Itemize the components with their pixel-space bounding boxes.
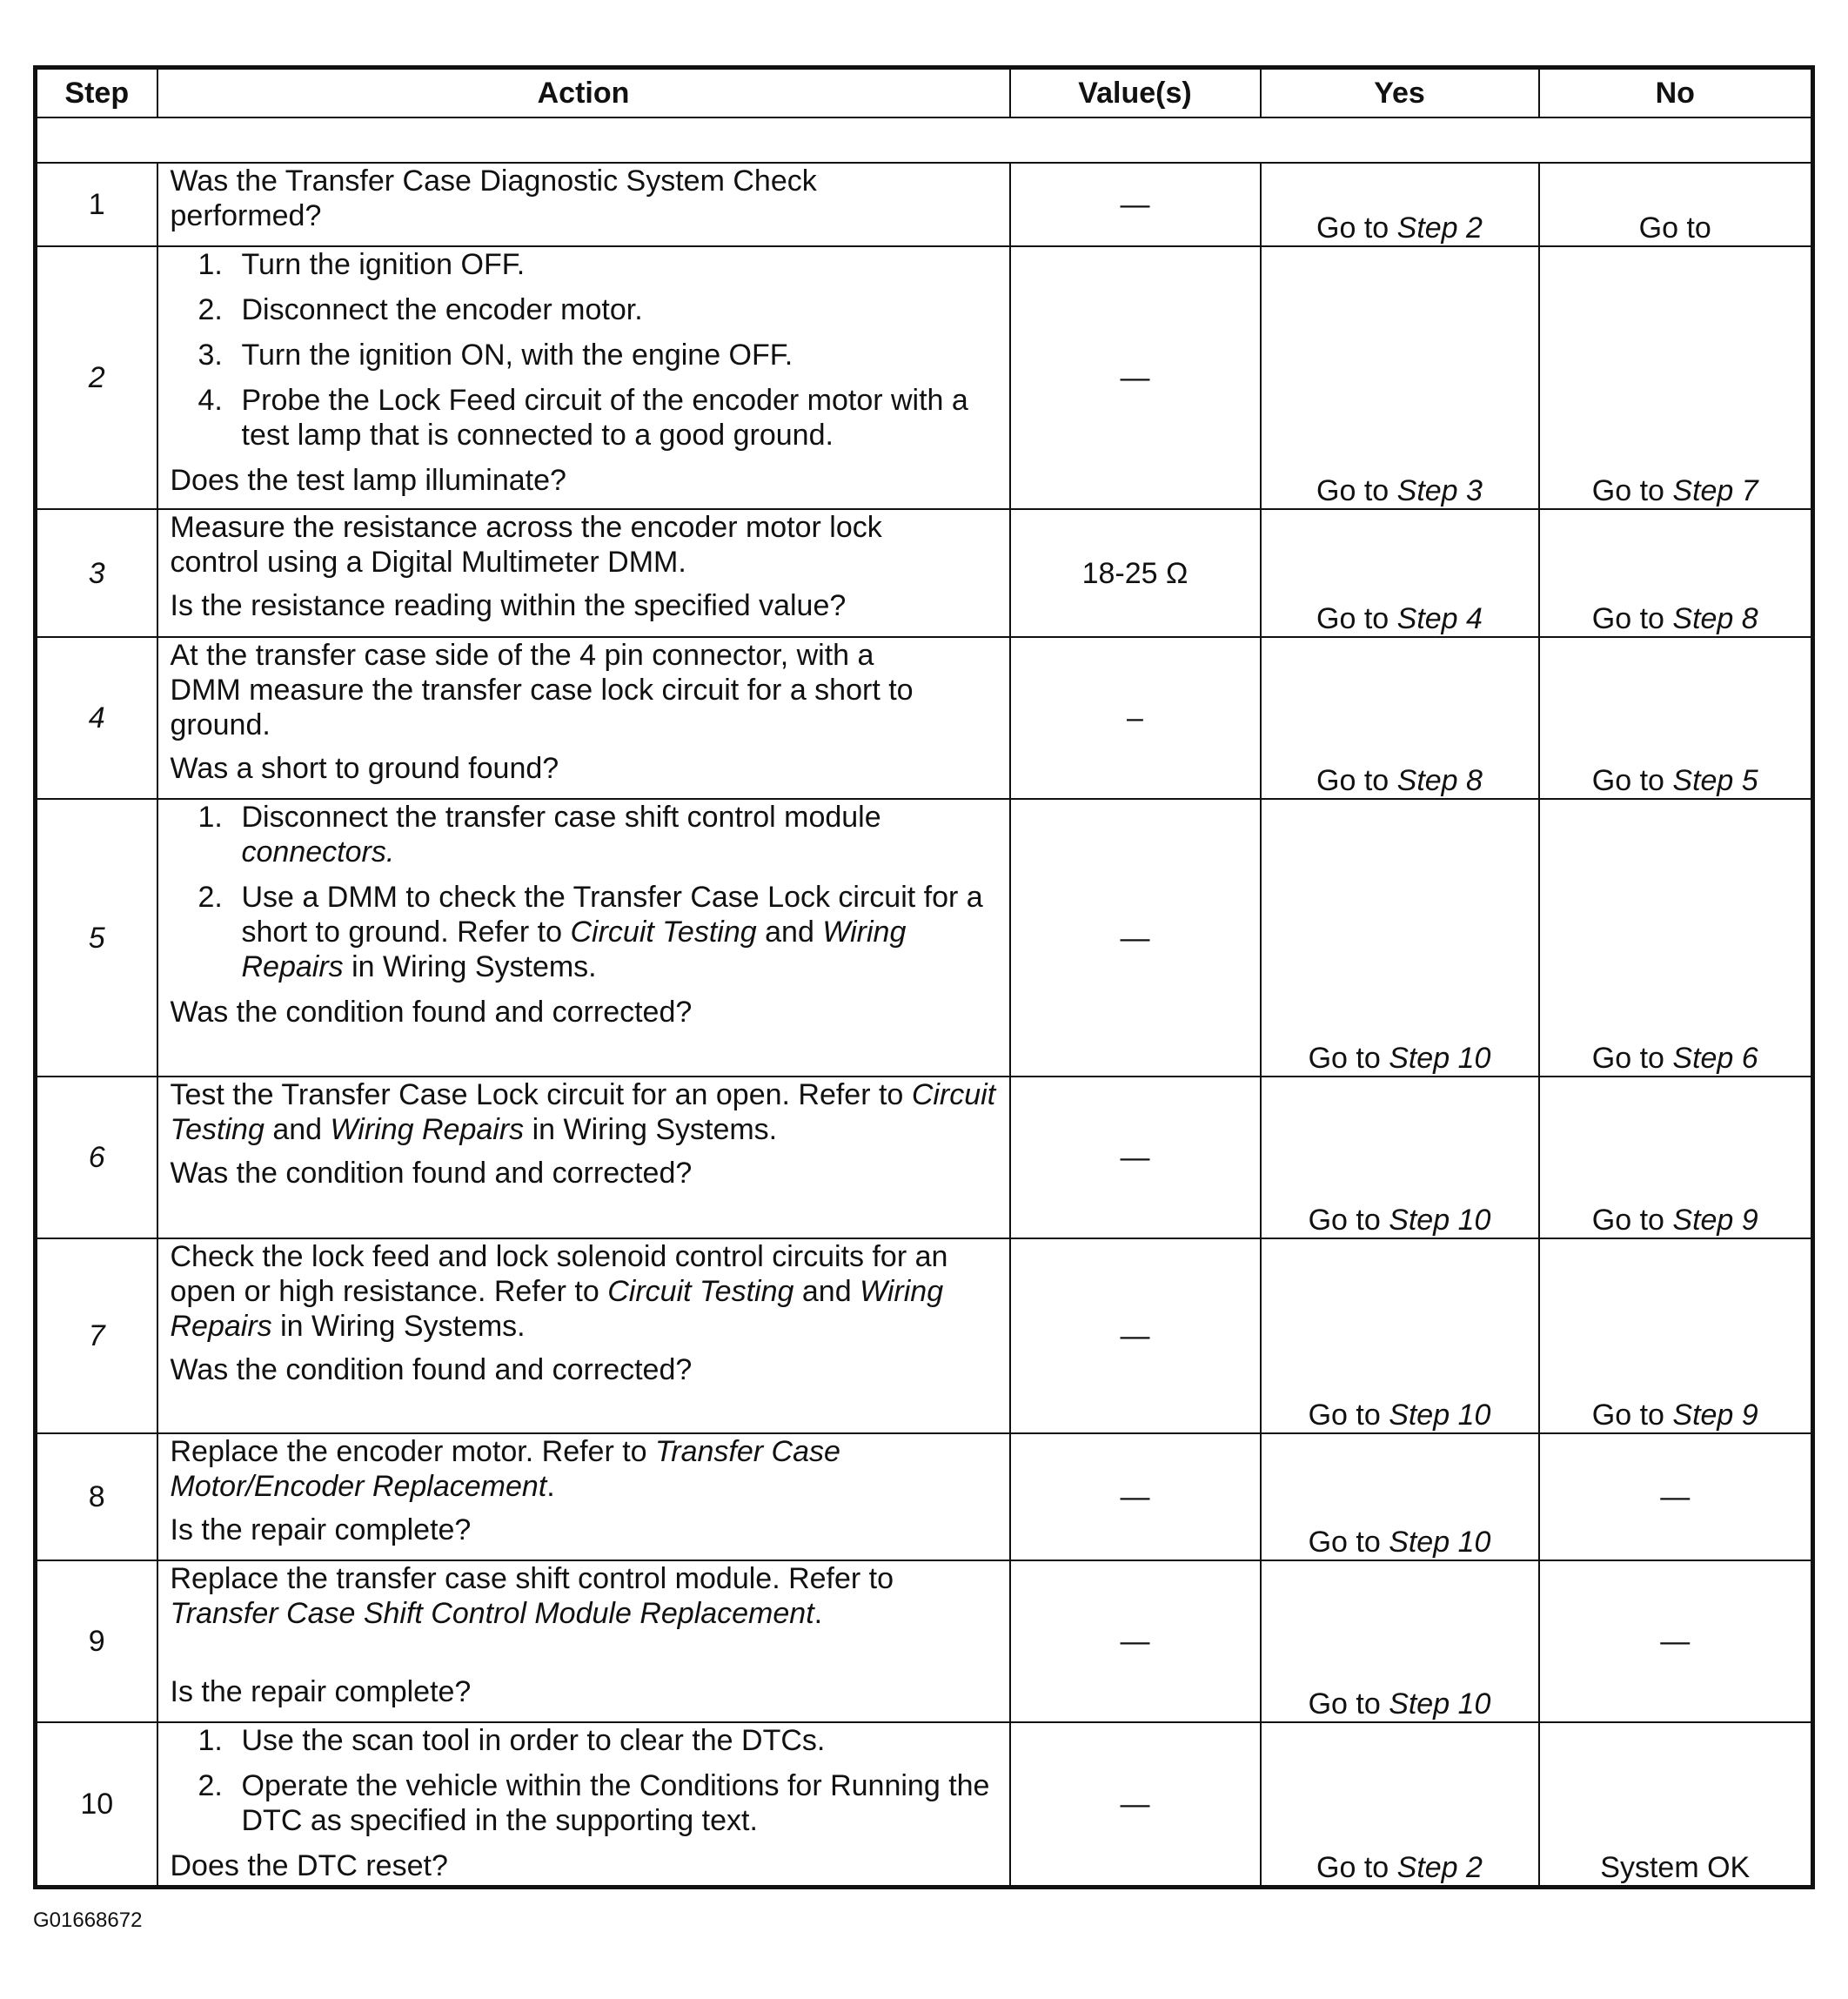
question-text: Was the condition found and corrected? xyxy=(170,1157,693,1190)
no-cell: — xyxy=(1539,1433,1813,1560)
question-text: Does the test lamp illuminate? xyxy=(170,464,566,497)
table-row xyxy=(36,246,1813,509)
value-cell: — xyxy=(1010,1433,1261,1560)
step-number: 9 xyxy=(36,1560,157,1722)
step-number: 1 xyxy=(36,163,157,246)
table-row xyxy=(36,1433,1813,1560)
no-cell: Go to xyxy=(1539,163,1813,246)
step-number: 5 xyxy=(36,799,157,1077)
header-yes: Yes xyxy=(1261,68,1539,118)
action-cell: Replace the encoder motor. Refer to Transfer Case Motor/Encoder Replacement. Is the repair complete? xyxy=(157,1433,1010,1560)
value-cell: – xyxy=(1010,637,1261,799)
value-cell: — xyxy=(1010,1238,1261,1433)
action-list xyxy=(171,1723,997,1838)
no-cell: Go to Step 8 xyxy=(1539,509,1813,637)
action-cell xyxy=(157,246,1010,509)
action-cell: At the transfer case side of the 4 pin connector, with a DMM measure the transfer case lock circuit for a short to ground. Was a short to ground found? xyxy=(157,637,1010,799)
header-values: Value(s) xyxy=(1010,68,1261,118)
list-item: 1. Disconnect the transfer case shift control module connectors. xyxy=(198,801,881,869)
yes-cell: Go to Step 10 xyxy=(1261,799,1539,1077)
yes-cell: Go to Step 10 xyxy=(1261,1077,1539,1238)
value-cell: — xyxy=(1010,246,1261,509)
step-number: 4 xyxy=(36,637,157,799)
figure-id: G01668672 xyxy=(33,1908,143,1932)
step-ref: Step 2 xyxy=(1396,211,1483,245)
list-item: 2. Disconnect the encoder motor. xyxy=(198,293,643,326)
table-row xyxy=(36,1077,1813,1238)
list-item: 2. Use a DMM to check the Transfer Case Lock circuit for a short to ground. Refer to Circuit Testing and Wiring Repairs in Wiring Systems. xyxy=(198,881,983,983)
question-text: Is the resistance reading within the specified value? xyxy=(170,589,847,622)
no-cell: Go to Step 7 xyxy=(1539,246,1813,509)
step-number: 6 xyxy=(36,1077,157,1238)
step-number: 8 xyxy=(36,1433,157,1560)
no-cell: Go to Step 9 xyxy=(1539,1077,1813,1238)
no-cell: — xyxy=(1539,1560,1813,1722)
list-item: 2. Operate the vehicle within the Conditions for Running the DTC as specified in the supporting text. xyxy=(198,1769,990,1837)
header-row xyxy=(36,68,1813,118)
yes-cell: Go to Step 4 xyxy=(1261,509,1539,637)
yes-cell: Go to Step 8 xyxy=(1261,637,1539,799)
yes-cell: Go to Step 10 xyxy=(1261,1560,1539,1722)
action-cell xyxy=(157,163,1010,246)
question-text: Was the condition found and corrected? xyxy=(170,1353,693,1386)
diagnostic-table xyxy=(33,65,1815,1889)
step-number: 7 xyxy=(36,1238,157,1433)
list-item: 3. Turn the ignition ON, with the engine OFF. xyxy=(198,339,793,372)
step-number: 10 xyxy=(36,1722,157,1887)
yes-cell: Go to Step 2 xyxy=(1261,1722,1539,1887)
step-number: 3 xyxy=(36,509,157,637)
action-list xyxy=(171,800,997,984)
question-text: Does the DTC reset? xyxy=(170,1849,448,1882)
list-item: 1. Turn the ignition OFF. xyxy=(198,248,526,281)
yes-cell xyxy=(1261,163,1539,246)
value-cell: — xyxy=(1010,799,1261,1077)
action-cell: Test the Transfer Case Lock circuit for an open. Refer to Circuit Testing and Wiring Repairs in Wiring Systems. Was the condition found and corrected? xyxy=(157,1077,1010,1238)
list-item: 4. Probe the Lock Feed circuit of the encoder motor with a test lamp that is connected to a good ground. xyxy=(198,384,968,452)
table-row xyxy=(36,799,1813,1077)
header-no: No xyxy=(1539,68,1813,118)
action-text: Was the Transfer Case Diagnostic System Check xyxy=(170,164,817,198)
list-item: 1. Use the scan tool in order to clear the DTCs. xyxy=(198,1724,826,1757)
question-text: Was the condition found and corrected? xyxy=(170,996,693,1029)
action-cell: Measure the resistance across the encoder motor lock control using a Digital Multimeter DMM. Is the resistance reading within the specified value? xyxy=(157,509,1010,637)
no-cell: Go to Step 5 xyxy=(1539,637,1813,799)
action-list xyxy=(171,247,997,453)
table-row xyxy=(36,1238,1813,1433)
table-row xyxy=(36,163,1813,246)
action-cell: Check the lock feed and lock solenoid control circuits for an open or high resistance. Refer to Circuit Testing and Wiring Repairs in Wiring Systems. Was the condition found and corrected? xyxy=(157,1238,1010,1433)
question-text: Is the repair complete? xyxy=(170,1675,472,1708)
table-row xyxy=(36,1560,1813,1722)
action-cell xyxy=(157,1722,1010,1887)
header-step: Step xyxy=(36,68,157,118)
table-row xyxy=(36,637,1813,799)
blank-row xyxy=(36,117,1813,163)
question-text: Was a short to ground found? xyxy=(170,752,559,785)
question-text: Is the repair complete? xyxy=(170,1513,472,1546)
table-row xyxy=(36,509,1813,637)
action-cell: Replace the transfer case shift control module. Refer to Transfer Case Shift Control Module Replacement. Is the repair complete? xyxy=(157,1560,1010,1722)
value-cell: — xyxy=(1010,1722,1261,1887)
value-cell: — xyxy=(1010,1560,1261,1722)
step-number: 2 xyxy=(36,246,157,509)
action-cell xyxy=(157,799,1010,1077)
value-cell: 18-25 Ω xyxy=(1010,509,1261,637)
goto-text: Go to xyxy=(1316,211,1397,245)
value-cell: — xyxy=(1010,163,1261,246)
action-text: performed? xyxy=(170,199,322,232)
value-cell: — xyxy=(1010,1077,1261,1238)
no-cell: System OK xyxy=(1539,1722,1813,1887)
no-cell: Go to Step 6 xyxy=(1539,799,1813,1077)
yes-cell: Go to Step 10 xyxy=(1261,1238,1539,1433)
no-cell: Go to Step 9 xyxy=(1539,1238,1813,1433)
table-row xyxy=(36,1722,1813,1887)
yes-cell: Go to Step 10 xyxy=(1261,1433,1539,1560)
yes-cell: Go to Step 3 xyxy=(1261,246,1539,509)
header-action: Action xyxy=(157,68,1010,118)
